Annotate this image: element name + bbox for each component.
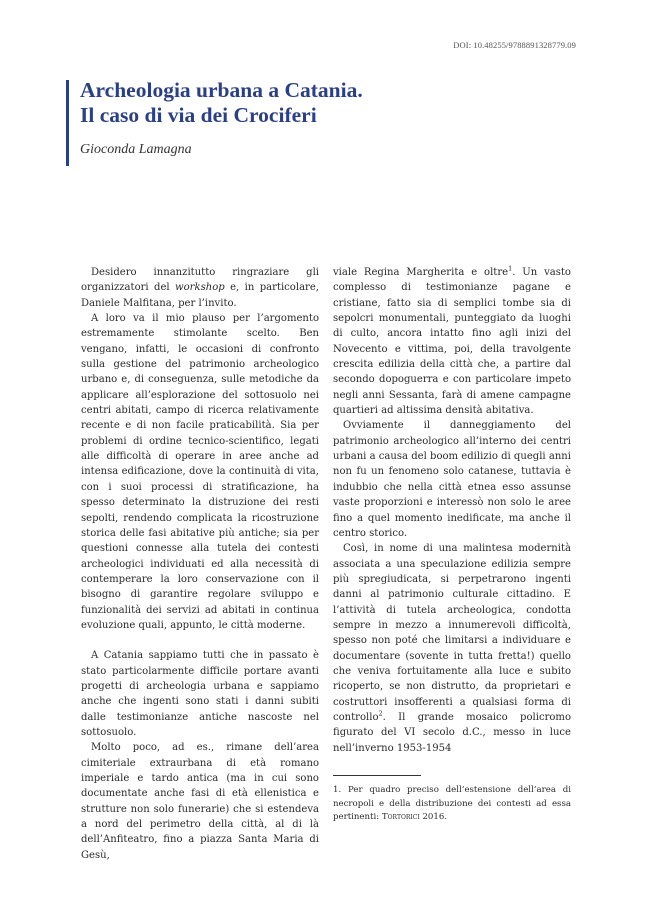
right-paragraph-1-rest: . Un vasto complesso di testimonianze pagane e cristiane, fatto sia di semplici tombe sia di sepolcri monumentali, punteggiato da luoghi di culto, ancora intatto fino agli inizi del Novecento e vittima, poi, della travolgente crescita edilizia della città che, a partire dal secondo dopoguerra e con particolare impeto negli anni Sessanta, farà di amene campagne quartieri ad altissima densità abitativa. (333, 267, 571, 417)
right-paragraph-3-rest: . Il grande mosaico policromo figurato del VI secolo d.C., messo in luce nell’inverno 1953-1954 (333, 711, 571, 754)
right-paragraph-1-start: viale Regina Margherita e oltre (333, 267, 509, 278)
footnote-ref-2: 2 (378, 709, 383, 718)
footnote-1 (333, 784, 571, 825)
right-paragraph-2: Ovviamente il danneggiamento del patrimonio archeologico all’interno dei centri urbani a causa del boom edilizio di quegli anni non fu un fenomeno solo catanese, tuttavia è indubbio che nella città etnea esso assunse vaste proporzioni e interessò non solo le aree fino a quel momento inedificate, ma anche il centro storico. (333, 420, 571, 539)
footnote-divider (333, 775, 421, 776)
footnote-ref-1: 1 (508, 264, 513, 273)
italic-term: workshop (175, 282, 225, 294)
title-line-2: Il caso di via dei Crociferi (80, 103, 317, 127)
left-paragraph-2: A loro va il mio plauso per l’argomento estremamente stimolante scelto. Ben vengano, infatti, le occasioni di confronto sulla gestione del patrimonio archeologico urbano e, di conseguenza, sulle metodiche da applicare all’esplorazione del sottosuolo nei centri abitati, campo di ricerca relativamente recente e di non facile praticabilità. Sia per problemi di ordine tecnico-scientifico, legati alle difficoltà di operare in aree anche ad intensa edificazione, dove la continuità di vita, con i suoi processi di stratificazione, ha spesso determinato la distruzione dei resti sepolti, rendendo complicata la ricostruzione storica delle fasi abitative più antiche; sia per questioni connesse alla tutela dei contesti archeologici individuati ed alla necessità di contemperare la loro conservazione con il bisogno di garantire regolare sviluppo e funzionalità dei servizi ad abitati in continua evoluzione quali, appunto, le città moderne. (81, 313, 319, 631)
footnote-citation-author: Tortorici (381, 812, 420, 822)
author-name: Gioconda Lamagna (80, 142, 192, 157)
title-accent-bar (66, 80, 69, 166)
section-gap (81, 633, 319, 648)
footnote-text: Per quadro preciso dell’estensione dell’area di necropoli e della distribuzione dei contesti ad essa pertinenti: (333, 785, 571, 822)
title-line-1: Archeologia urbana a Catania. (80, 78, 363, 102)
left-paragraph-1: Desidero innanzitutto ringraziare gli organizzatori del workshop e, in particolare, Daniele Malfitana, per l’invito. (81, 267, 319, 309)
doi-reference: DOI: 10.48255/9788891328779.09 (453, 40, 576, 50)
footnote-citation-year: 2016. (422, 812, 448, 822)
footnote-number: 1. (333, 785, 342, 795)
right-paragraph-3-start: Così, in nome di una malintesa modernità associata a una speculazione edilizia sempre più spregiudicata, si perpetrarono ingenti danni al patrimonio culturale cittadino. E l’attività di tutela archeologica, condotta sempre in mezzo a innumerevoli difficoltà, spesso non poté che limitarsi a individuare e documentare (sovente in tutta fretta!) quello che veniva fortuitamente alla luce e subito ricoperto, se non distrutto, da proprietari e costruttori insofferenti a qualsiasi forma di controllo (333, 543, 571, 723)
right-column (333, 265, 571, 756)
left-paragraph-4: Molto poco, ad es., rimane dell’area cimiteriale extraurbana di età romano imperiale e tardo antica (ma in cui sono documentate anche fasi di età ellenistica e strutture non solo funerarie) che si estendeva a nord del perimetro della città, al di là dell’Anfiteatro, fino a piazza Santa Maria di Gesù, (81, 742, 319, 861)
left-paragraph-3: A Catania sappiamo tutti che in passato è stato particolarmente difficile portare avanti progetti di archeologia urbana e sappiamo anche che ingenti sono stati i danni subiti dalle testimonianze antiche nascoste nel sottosuolo. (81, 650, 319, 738)
article-title (80, 78, 536, 128)
right-paragraph-1 (333, 265, 571, 418)
right-paragraph-3 (333, 541, 571, 756)
article-header (66, 78, 536, 158)
left-column (81, 265, 319, 863)
